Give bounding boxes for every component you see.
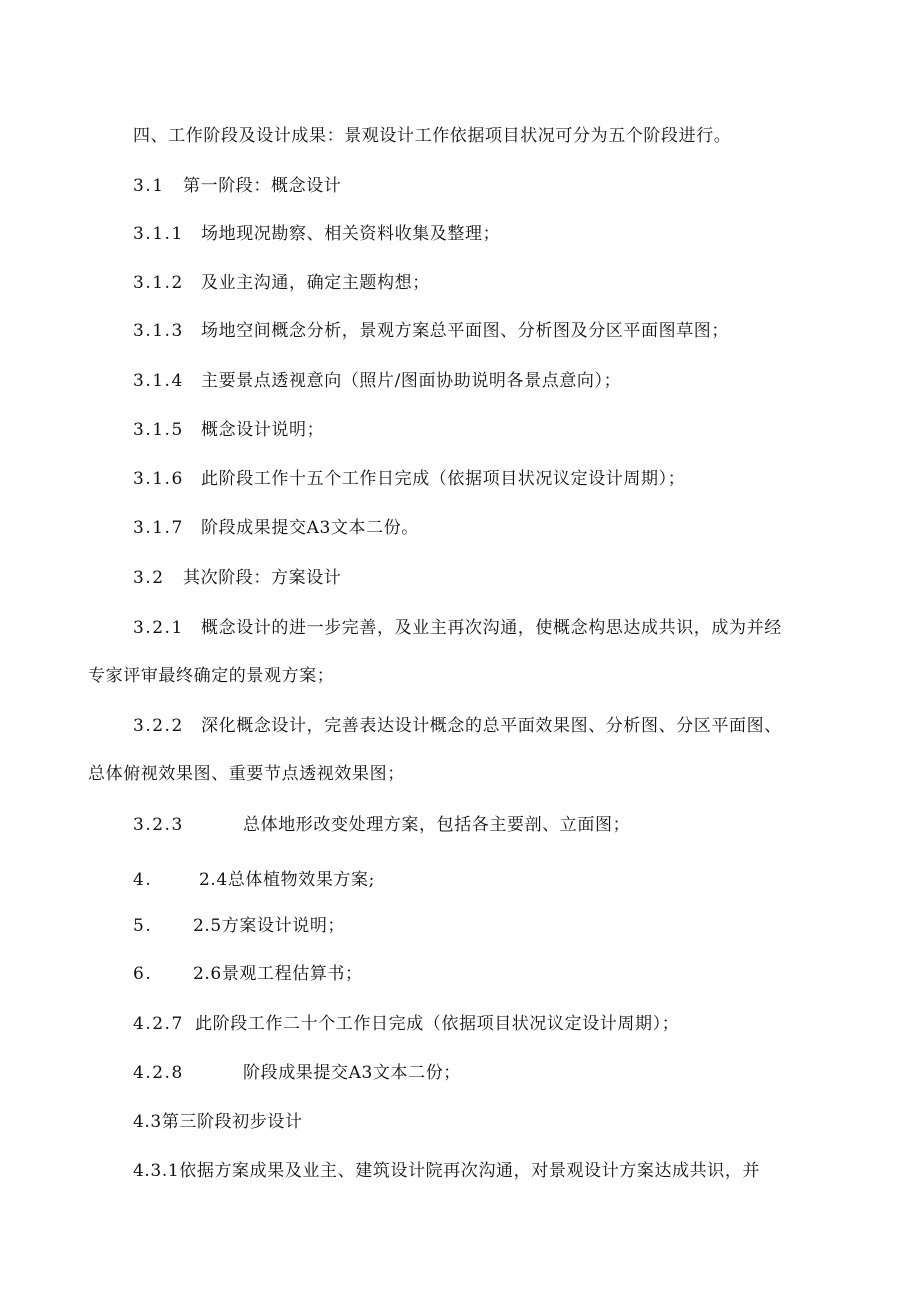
item-number: 3.1.4 <box>133 371 184 391</box>
list-item <box>133 516 419 540</box>
list-item <box>133 1110 303 1134</box>
item-text: 场地空间概念分析，景观方案总平面图、分析图及分区平面图草图； <box>201 321 729 341</box>
item-text: 2.4总体植物效果方案; <box>199 870 375 890</box>
list-item <box>133 271 430 295</box>
list-item-continuation: 专家评审最终确定的景观方案； <box>88 666 335 686</box>
item-text: 其次阶段：方案设计 <box>183 568 342 588</box>
item-text: 深化概念设计，完善表达设计概念的总平面效果图、分析图、分区平面图、 <box>201 716 782 736</box>
list-item <box>133 369 621 393</box>
item-number: 3.1 <box>133 176 165 196</box>
item-number: 5. <box>133 916 153 936</box>
item-number: 3.2 <box>133 568 165 588</box>
list-item <box>133 714 782 738</box>
item-number: 4. <box>133 870 153 890</box>
section-heading: 四、工作阶段及设计成果：景观设计工作依据项目状况可分为五个阶段进行。 <box>133 126 732 146</box>
item-text: 阶段成果提交A3文本二份； <box>243 1063 461 1083</box>
item-text: 此阶段工作二十个工作日完成（依据项目状况议定设计周期）； <box>195 1014 680 1034</box>
list-item <box>133 222 500 246</box>
item-text: 及业主沟通，确定主题构想； <box>201 273 430 293</box>
item-number: 3.1.6 <box>133 469 184 489</box>
item-text: 场地现况勘察、相关资料收集及整理； <box>201 224 501 244</box>
item-text: 2.5方案设计说明； <box>193 916 346 936</box>
item-text: 此阶段工作十五个工作日完成（依据项目状况议定设计周期）； <box>201 469 686 489</box>
item-text: 4.3第三阶段初步设计 <box>133 1112 303 1132</box>
list-item <box>133 418 324 442</box>
list-item <box>133 467 685 491</box>
list-item <box>133 1012 679 1036</box>
item-text: 阶段成果提交A3文本二份。 <box>201 518 419 538</box>
list-item <box>133 868 375 892</box>
list-item <box>133 962 363 986</box>
item-number: 6. <box>133 964 153 984</box>
item-number: 3.2.2 <box>133 716 184 736</box>
item-text: 4.3.1依据方案成果及业主、建筑设计院再次沟通，对景观设计方案达成共识，并 <box>133 1161 761 1181</box>
item-text: 主要景点透视意向（照片/图面协助说明各景点意向）； <box>201 371 622 391</box>
item-text: 第一阶段：概念设计 <box>183 176 342 196</box>
item-number: 4.2.8 <box>133 1063 184 1083</box>
item-number: 3.1.3 <box>133 321 184 341</box>
list-item <box>133 1061 461 1085</box>
list-item <box>133 616 782 640</box>
item-number: 3.2.3 <box>133 815 184 835</box>
list-item <box>133 914 345 938</box>
item-text: 概念设计的进一步完善，及业主再次沟通，使概念构思达成共识，成为并经 <box>201 618 782 638</box>
list-item <box>133 813 630 837</box>
item-number: 3.1.2 <box>133 273 184 293</box>
item-number: 3.2.1 <box>133 618 184 638</box>
list-item <box>133 566 341 590</box>
list-item <box>133 319 729 343</box>
list-item <box>133 1159 760 1183</box>
item-text: 总体地形改变处理方案，包括各主要剖、立面图； <box>243 815 631 835</box>
list-item-continuation: 总体俯视效果图、重要节点透视效果图； <box>88 764 405 784</box>
item-number: 3.1.5 <box>133 420 184 440</box>
item-text: 2.6景观工程估算书； <box>193 964 363 984</box>
item-number: 3.1.7 <box>133 518 184 538</box>
list-item <box>133 174 341 198</box>
item-number: 3.1.1 <box>133 224 184 244</box>
item-number: 4.2.7 <box>133 1014 184 1034</box>
item-text: 概念设计说明； <box>201 420 325 440</box>
